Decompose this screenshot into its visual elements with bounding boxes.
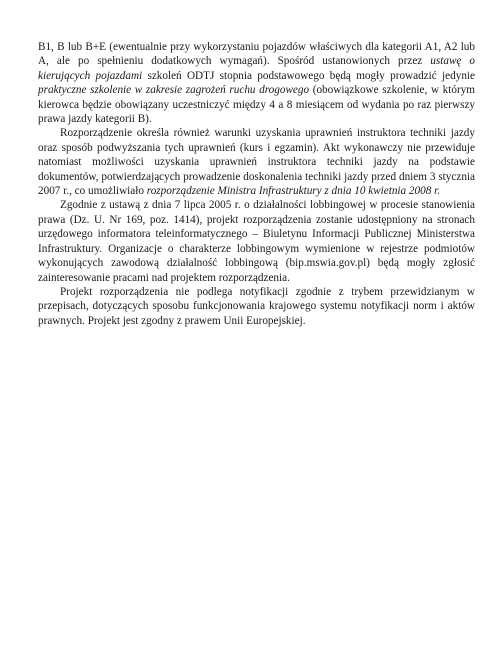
paragraph-2-segment-2: rozporządzenie Ministra Infrastruktury z dnia 10 kwietnia 2008 r. [146, 185, 441, 198]
paragraph-1-segment-5: (obowiązkowe szkolenie, w którym kierowca będzie obowiązany uczestniczyć między 4 a 8 miesiącem od wydania po raz pierwszy prawa jazdy kategorii B). [38, 84, 475, 126]
paragraph-1-segment-3: szkoleń ODTJ stopnia podstawowego będą mogły prowadzić jedynie [142, 69, 475, 82]
paragraph-1-segment-1: B1, B lub B+E (ewentualnie przy wykorzystaniu pojazdów właściwych dla kategorii A1, A2 lub A, ale po spełnieniu dodatkowych wymagań). Spośród ustanowionych przez [38, 41, 475, 68]
paragraph-3 [38, 198, 475, 284]
paragraph-4-segment-1: Projekt rozporządzenia nie podlega notyfikacji zgodnie z trybem przewidzianym w przepisach, dotyczących sposobu funkcjonowania krajowego systemu notyfikacji norm i aktów prawnych. Projekt jest zgodny z prawem Unii Europejskiej. [38, 285, 475, 327]
document-body [38, 40, 475, 328]
paragraph-2-segment-1: Rozporządzenie określa również warunki uzyskania uprawnień instruktora techniki jazdy oraz sposób podwyższania tych uprawnień (kurs i egzamin). Akt wykonawczy nie przewiduje natomiast możliwości uzyskania uprawnień instruktora techniki jazdy na podstawie dokumentów, potwierdzających prowadzenie doskonalenia techniki jazdy przed dniem 3 stycznia 2007 r., co umożliwiało [38, 127, 475, 198]
paragraph-2 [38, 126, 475, 198]
paragraph-1 [38, 40, 475, 126]
paragraph-1-segment-2: ustawę o kierujących pojazdami [38, 55, 475, 82]
paragraph-1-segment-4: praktyczne szkolenie w zakresie zagrożeń ruchu drogowego [38, 84, 310, 97]
paragraph-3-segment-1: Zgodnie z ustawą z dnia 7 lipca 2005 r. o działalności lobbingowej w procesie stanowienia prawa (Dz. U. Nr 169, poz. 1414), projekt rozporządzenia zostanie udostępniony na stronach urzędowego informatora teleinformatycznego – Biuletynu Informacji Publicznej Ministerstwa Infrastruktury. Organizacje o charakterze lobbingowym wymienione w rejestrze podmiotów wykonujących zawodową działalność lobbingową (bip.mswia.gov.pl) będą mogły zgłosić zainteresowanie pracami nad projektem rozporządzenia. [38, 199, 475, 284]
paragraph-4 [38, 285, 475, 328]
